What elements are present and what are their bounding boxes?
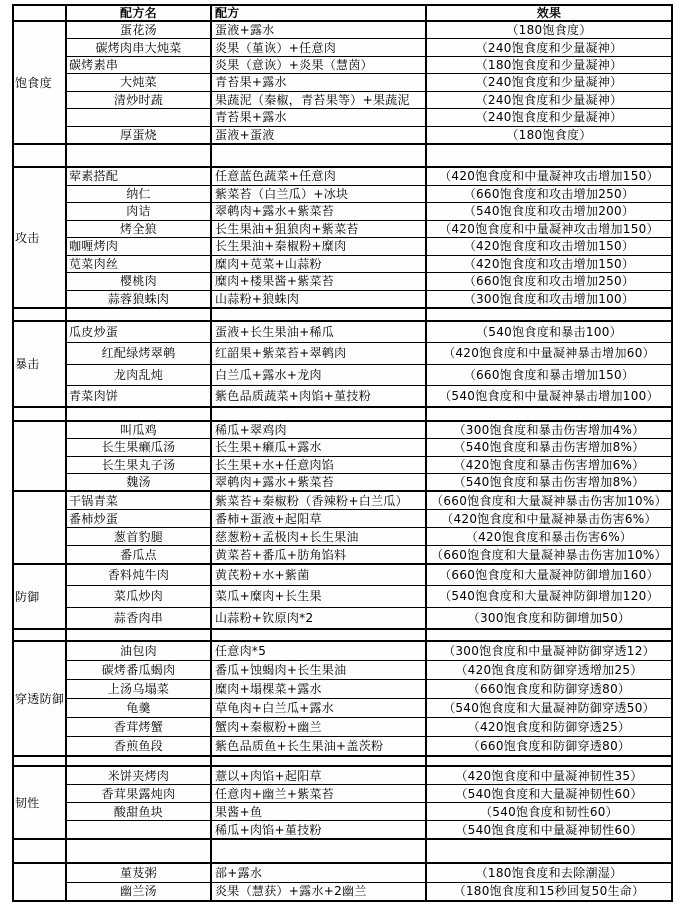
ingredients-cell: 紫色品质鱼+长生果油+盖茨粉 xyxy=(212,737,427,755)
recipe-name-cell xyxy=(67,821,212,838)
ingredients-cell: 白兰瓜+露水+龙肉 xyxy=(212,365,427,385)
effect-cell: （180饱食度） xyxy=(506,127,592,142)
ingredients-cell: 草龟肉+白兰瓜+露水 xyxy=(212,699,427,717)
recipe-name-cell: 碳烤肉串大炖菜 xyxy=(67,39,212,55)
recipe-name-cell: 烤全狼 xyxy=(67,221,212,238)
table-row xyxy=(67,322,671,342)
table-row xyxy=(67,126,671,143)
ingredients-cell: 山蒜粉+钦原肉*2 xyxy=(212,608,427,628)
recipe-name-cell: 瓜皮炒蛋 xyxy=(67,322,212,342)
recipe-table xyxy=(12,4,673,902)
recipe-name-cell: 菜瓜炒肉 xyxy=(67,586,212,606)
effect-cell: （660饱食度和攻击增加250） xyxy=(463,186,635,201)
separator-row xyxy=(14,840,671,864)
recipe-name-cell: 纳仁 xyxy=(67,186,212,203)
table-row xyxy=(67,736,671,755)
table-row xyxy=(67,185,671,203)
ingredients-cell: 炎果（堇诙）+任意肉 xyxy=(212,39,427,55)
ingredients-cell: 稀瓜+翠鸡肉 xyxy=(212,422,427,438)
ingredients-cell: 青苔果+露水 xyxy=(212,74,427,90)
recipe-name-cell: 香料炖牛肉 xyxy=(67,565,212,585)
recipe-name-cell: 蒜香肉串 xyxy=(67,608,212,628)
separator-row xyxy=(14,408,671,422)
table-row xyxy=(67,108,671,125)
recipe-name-cell: 荤素搭配 xyxy=(67,168,212,185)
effect-cell: （420饱食度和暴击伤害增加6%） xyxy=(453,457,645,472)
empty-name-cell xyxy=(67,145,212,166)
effect-cell: （240饱食度和少量凝神） xyxy=(475,92,623,107)
separator-row xyxy=(14,757,671,767)
empty-recipe-cell xyxy=(212,757,427,765)
table-row xyxy=(67,864,671,882)
effect-cell: （420饱食度和中量凝神暴击伤害6%） xyxy=(441,511,657,526)
separator-row-cells xyxy=(67,757,671,765)
effect-cell: （420饱食度和中量凝神暴击增加60） xyxy=(443,346,655,361)
recipe-name-cell: 红配绿烤翠鹌 xyxy=(67,343,212,363)
table-section xyxy=(14,168,671,309)
table-row xyxy=(67,767,671,784)
effect-cell: （660饱食度和暴击增加150） xyxy=(463,367,635,382)
header-recipe: 配方 xyxy=(212,6,427,20)
table-section xyxy=(14,422,671,492)
recipe-name-cell: 蛋花汤 xyxy=(67,22,212,38)
ingredients-cell: 紫色品质蔬菜+肉馅+堇技粉 xyxy=(212,386,427,406)
table-row xyxy=(67,473,671,490)
ingredients-cell: 长生果油+狙狼肉+紫菜苔 xyxy=(212,221,427,238)
ingredients-cell: 糜肉+苋菜+山蒜粉 xyxy=(212,256,427,273)
effect-cell: （180饱食度和去除潮湿） xyxy=(475,865,623,880)
empty-recipe-cell xyxy=(212,630,427,640)
table-row xyxy=(67,492,671,509)
recipe-name-cell: 上汤乌塌菜 xyxy=(67,680,212,698)
table-section xyxy=(14,565,671,630)
effect-cell: （540饱食度和中量凝神暴击增加100） xyxy=(439,388,659,403)
table-row xyxy=(67,456,671,473)
separator-category-cell xyxy=(14,309,67,320)
ingredients-cell: 紫菜苔+秦椒粉（香辣粉+白兰瓜） xyxy=(212,492,427,509)
effect-cell: （300饱食度和防御增加50） xyxy=(467,610,631,625)
recipe-name-cell: 葱首豹腿 xyxy=(67,528,212,545)
empty-effect-cell xyxy=(427,757,671,765)
effect-cell: （240饱食度和少量凝神） xyxy=(475,110,623,125)
separator-row-cells xyxy=(67,145,671,166)
recipe-name-cell: 香煎鱼段 xyxy=(67,737,212,755)
ingredients-cell: 果蔬泥（秦椒，青苔果等）+果蔬泥 xyxy=(212,92,427,108)
ingredients-cell: 任意肉*5 xyxy=(212,642,427,660)
ingredients-cell: 炎果（慧获）+露水+2幽兰 xyxy=(212,883,427,901)
recipe-name-cell: 龟羹 xyxy=(67,699,212,717)
empty-name-cell xyxy=(67,757,212,765)
recipe-name-cell: 油包肉 xyxy=(67,642,212,660)
ingredients-cell: 青苔果+露水 xyxy=(212,109,427,125)
ingredients-cell: 蛋液+长生果油+稀瓜 xyxy=(212,322,427,342)
separator-row-cells xyxy=(67,840,671,862)
table-row xyxy=(67,698,671,717)
recipe-name-cell: 干锅青菜 xyxy=(67,492,212,509)
ingredients-cell: 山蒜粉+狼蛛肉 xyxy=(212,291,427,308)
recipe-name-cell: 堇芨粥 xyxy=(67,864,212,882)
table-row xyxy=(67,56,671,73)
category-cell: 饱食度 xyxy=(14,22,67,143)
category-cell: 穿透防御 xyxy=(14,642,67,755)
table-row xyxy=(67,607,671,628)
header-recipe-name: 配方名 xyxy=(67,6,212,20)
effect-cell: （540饱食度和暴击100） xyxy=(475,325,622,340)
effect-cell: （420饱食度和攻击增加150） xyxy=(463,256,635,271)
effect-cell: （180饱食度和少量凝神） xyxy=(475,58,623,73)
recipe-name-cell: 酸甜鱼块 xyxy=(67,803,212,820)
separator-category-cell xyxy=(14,408,67,420)
empty-recipe-cell xyxy=(212,840,427,862)
table-section xyxy=(14,642,671,757)
category-cell: 韧性 xyxy=(14,767,67,838)
category-cell xyxy=(14,864,67,900)
recipe-name-cell: 叫瓜鸡 xyxy=(67,422,212,438)
recipe-name-cell: 番柿炒蛋 xyxy=(67,510,212,527)
header-category-cell xyxy=(14,6,67,20)
table-row xyxy=(67,342,671,363)
table-row xyxy=(67,220,671,238)
effect-cell: （180饱食度和15秒回复50生命） xyxy=(453,884,645,899)
ingredients-cell: 长生果油+秦椒粉+糜肉 xyxy=(212,238,427,255)
empty-name-cell xyxy=(67,309,212,320)
ingredients-cell: 黄菜苔+番瓜+肪角馅料 xyxy=(212,546,427,563)
effect-cell: （660饱食度和大量凝神暴击伤害加10%） xyxy=(431,547,667,562)
category-cell xyxy=(14,422,67,490)
separator-row xyxy=(14,309,671,322)
table-header xyxy=(14,6,671,22)
ingredients-cell: 红韶果+紫菜苔+翠鹌肉 xyxy=(212,343,427,363)
table-row xyxy=(67,237,671,255)
recipe-name-cell: 碳烤番瓜蝎肉 xyxy=(67,661,212,679)
ingredients-cell: 番柿+蛋液+起阳草 xyxy=(212,510,427,527)
empty-name-cell xyxy=(67,630,212,640)
ingredients-cell: 糜肉+楼果酱+紫菜苔 xyxy=(212,273,427,290)
recipe-name-cell: 番瓜点 xyxy=(67,546,212,563)
table-row xyxy=(67,364,671,385)
ingredients-cell: 薏以+肉馅+起阳草 xyxy=(212,767,427,784)
table-row xyxy=(67,290,671,308)
effect-cell: （300饱食度和中量凝神防御穿透12） xyxy=(443,644,655,658)
effect-cell: （240饱食度和少量凝神） xyxy=(475,75,623,90)
empty-name-cell xyxy=(67,408,212,420)
empty-effect-cell xyxy=(427,309,671,320)
table-row xyxy=(67,509,671,527)
recipe-name-cell: 樱桃肉 xyxy=(67,273,212,290)
table-body xyxy=(14,22,671,900)
effect-cell: （660饱食度和攻击增加250） xyxy=(463,274,635,289)
separator-category-cell xyxy=(14,757,67,765)
effect-cell: （180饱食度） xyxy=(506,23,592,38)
table-section xyxy=(14,322,671,408)
recipe-name-cell: 龙肉乱炖 xyxy=(67,365,212,385)
table-row xyxy=(67,255,671,273)
empty-recipe-cell xyxy=(212,408,427,420)
recipe-name-cell: 长生果癞瓜汤 xyxy=(67,439,212,455)
recipe-name-cell: 厚蛋烧 xyxy=(67,127,212,143)
table-section xyxy=(14,864,671,900)
recipe-name-cell: 肉诘 xyxy=(67,203,212,220)
ingredients-cell: 糜肉+塌棵菜+露水 xyxy=(212,680,427,698)
separator-category-cell xyxy=(14,630,67,640)
table-row xyxy=(67,802,671,820)
empty-recipe-cell xyxy=(212,145,427,166)
table-row xyxy=(67,168,671,185)
effect-cell: （420饱食度和中量凝神攻击增加150） xyxy=(439,221,659,236)
effect-cell: （420饱食度和中量凝神攻击增加150） xyxy=(439,169,659,184)
category-cell: 攻击 xyxy=(14,168,67,307)
effect-cell: （540饱食度和暴击伤害增加8%） xyxy=(453,474,645,489)
table-row xyxy=(67,642,671,660)
table-row xyxy=(67,73,671,90)
ingredients-cell: 任意蓝色蔬菜+任意肉 xyxy=(212,168,427,185)
ingredients-cell: 翠鹌肉+露水+紫菜苔 xyxy=(212,474,427,490)
effect-cell: （540饱食度和暴击伤害增加8%） xyxy=(453,440,645,455)
effect-cell: （660饱食度和大量凝神防御增加160） xyxy=(439,568,659,583)
effect-cell: （420饱食度和中量凝神韧性35） xyxy=(455,768,643,783)
table-row xyxy=(67,22,671,38)
ingredients-cell: 炎果（意诙）+炎果（慧茵） xyxy=(212,57,427,73)
table-row xyxy=(67,585,671,606)
separator-row-cells xyxy=(67,309,671,320)
effect-cell: （420饱食度和防御穿透增加25） xyxy=(455,663,643,677)
recipe-name-cell: 大炖菜 xyxy=(67,74,212,90)
empty-effect-cell xyxy=(427,408,671,420)
table-row xyxy=(67,38,671,55)
effect-cell: （540饱食度和大量凝神韧性60） xyxy=(455,786,643,801)
separator-category-cell xyxy=(14,145,67,166)
recipe-name-cell: 香茸果露炖肉 xyxy=(67,785,212,802)
recipe-name-cell: 咖喱烤肉 xyxy=(67,238,212,255)
recipe-name-cell: 青菜肉饼 xyxy=(67,386,212,406)
ingredients-cell: 蛋液+露水 xyxy=(212,22,427,38)
ingredients-cell: 蟹肉+秦椒粉+幽兰 xyxy=(212,718,427,736)
table-row xyxy=(67,784,671,802)
recipe-name-cell: 苋菜肉丝 xyxy=(67,256,212,273)
recipe-name-cell: 米饼夹烤肉 xyxy=(67,767,212,784)
recipe-name-cell: 长生果丸子汤 xyxy=(67,457,212,473)
ingredients-cell: 任意肉+幽兰+紫菜苔 xyxy=(212,785,427,802)
separator-row xyxy=(14,630,671,642)
effect-cell: （420饱食度和攻击增加150） xyxy=(463,239,635,254)
header-effect: 效果 xyxy=(536,6,562,20)
effect-cell: （240饱食度和少量凝神） xyxy=(475,40,623,55)
category-cell: 暴击 xyxy=(14,322,67,406)
effect-cell: （540饱食度和大量凝神防御增加120） xyxy=(439,589,659,604)
separator-row-cells xyxy=(67,408,671,420)
recipe-name-cell: 幽兰汤 xyxy=(67,883,212,901)
recipe-name-cell: 碳烤素串 xyxy=(67,57,212,73)
table-row xyxy=(67,438,671,455)
empty-recipe-cell xyxy=(212,309,427,320)
table-row xyxy=(67,565,671,585)
ingredients-cell: 紫菜苔（白兰瓜）+冰块 xyxy=(212,186,427,203)
ingredients-cell: 稀瓜+肉馅+堇技粉 xyxy=(212,821,427,838)
recipe-name-cell xyxy=(67,109,212,125)
table-row xyxy=(67,91,671,108)
table-row xyxy=(67,717,671,736)
separator-row-cells xyxy=(67,630,671,640)
table-row xyxy=(67,679,671,698)
ingredients-cell: 部+露水 xyxy=(212,864,427,882)
table-row xyxy=(67,385,671,406)
table-row xyxy=(67,527,671,545)
effect-cell: （660饱食度和防御穿透80） xyxy=(467,739,631,753)
table-row xyxy=(67,202,671,220)
effect-cell: （300饱食度和暴击伤害增加4%） xyxy=(453,423,645,438)
empty-effect-cell xyxy=(427,145,671,166)
table-row xyxy=(67,660,671,679)
separator-category-cell xyxy=(14,840,67,862)
empty-effect-cell xyxy=(427,840,671,862)
separator-row xyxy=(14,145,671,168)
recipe-name-cell: 清炒时蔬 xyxy=(67,92,212,108)
recipe-name-cell: 香茸烤蟹 xyxy=(67,718,212,736)
empty-name-cell xyxy=(67,840,212,862)
category-cell: 防御 xyxy=(14,565,67,628)
ingredients-cell: 慈葱粉+孟极肉+长生果油 xyxy=(212,528,427,545)
ingredients-cell: 果酱+鱼 xyxy=(212,803,427,820)
table-row xyxy=(67,820,671,838)
table-row xyxy=(67,545,671,563)
table-section xyxy=(14,22,671,145)
effect-cell: （540饱食度和韧性60） xyxy=(479,804,619,819)
ingredients-cell: 长生果+癞瓜+露水 xyxy=(212,439,427,455)
effect-cell: （660饱食度和大量凝神暴击伤害加10%） xyxy=(431,493,667,508)
effect-cell: （300饱食度和攻击增加100） xyxy=(463,291,635,306)
ingredients-cell: 菜瓜+糜肉+长生果 xyxy=(212,586,427,606)
effect-cell: （540饱食度和攻击增加200） xyxy=(463,204,635,219)
effect-cell: （660饱食度和防御穿透80） xyxy=(467,682,631,696)
table-section xyxy=(14,492,671,565)
effect-cell: （420饱食度和防御穿透25） xyxy=(467,720,631,734)
ingredients-cell: 蛋液+蛋液 xyxy=(212,127,427,143)
recipe-name-cell: 魏汤 xyxy=(67,474,212,490)
table-row xyxy=(67,882,671,901)
empty-effect-cell xyxy=(427,630,671,640)
category-cell xyxy=(14,492,67,563)
ingredients-cell: 翠鹌肉+露水+紫菜苔 xyxy=(212,203,427,220)
effect-cell: （420饱食度和暴击伤害6%） xyxy=(465,529,633,544)
effect-cell: （540饱食度和大量凝神防御穿透50） xyxy=(443,701,655,715)
table-row xyxy=(67,272,671,290)
effect-cell: （540饱食度和中量凝神韧性60） xyxy=(455,822,643,837)
ingredients-cell: 长生果+水+任意肉馅 xyxy=(212,457,427,473)
table-section xyxy=(14,767,671,840)
ingredients-cell: 黄芪粉+水+紫菌 xyxy=(212,565,427,585)
recipe-name-cell: 蒜蓉狼蛛肉 xyxy=(67,291,212,308)
table-row xyxy=(67,422,671,438)
ingredients-cell: 番瓜+蚀蝎肉+长生果油 xyxy=(212,661,427,679)
